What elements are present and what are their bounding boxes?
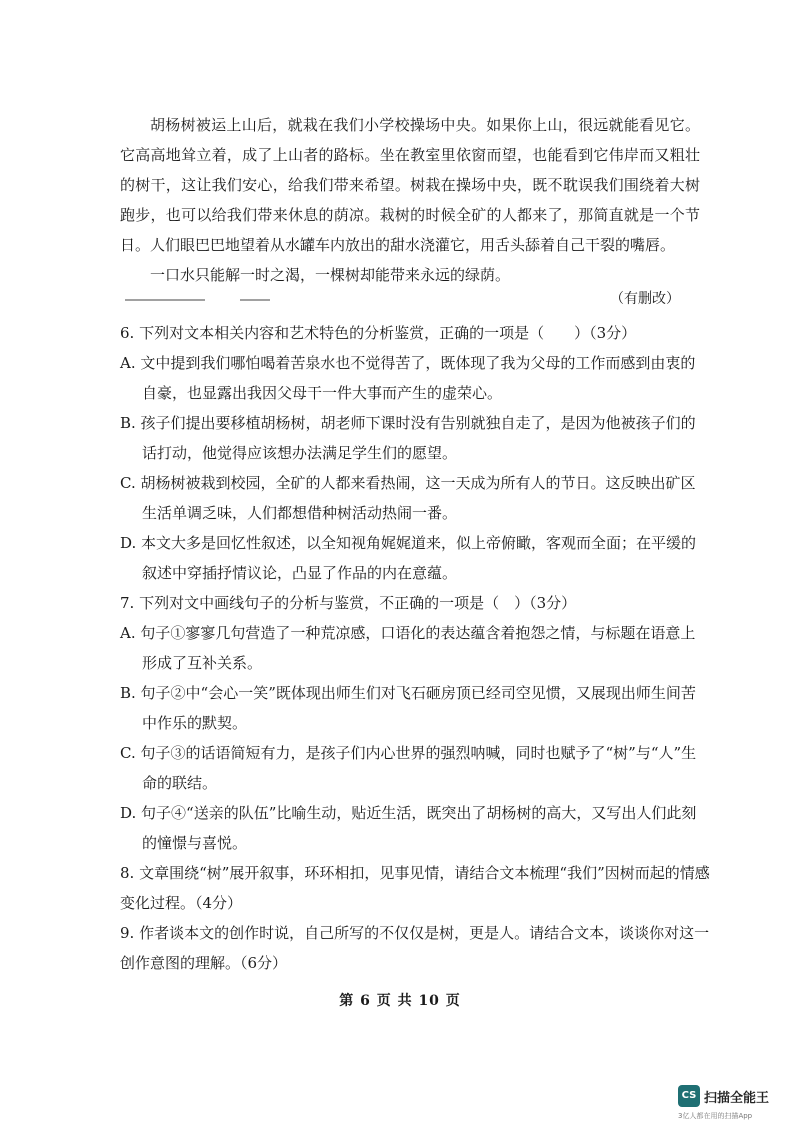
- questions-section: [120, 318, 710, 978]
- question-6-stem: 6. 下列对文本相关内容和艺术特色的分析鉴赏，正确的一项是（ ）（3分）: [120, 324, 637, 342]
- question-6-option-c: C. 胡杨树被栽到校园，全矿的人都来看热闹，这一天成为所有人的节日。这反映出矿区生活单调乏味，人们都想借种树活动热闹一番。: [120, 474, 696, 522]
- question-7-option-c: C. 句子③的话语简短有力，是孩子们内心世界的强烈呐喊，同时也赋予了“树”与“人”生命的联结。: [120, 744, 697, 792]
- watermark-title: 扫描全能王: [704, 1091, 770, 1106]
- scan-smudge: [125, 299, 205, 301]
- watermark-subtitle: 3亿人都在用的扫描App: [678, 1112, 753, 1120]
- question-8: 8. 文章围绕“树”展开叙事，环环相扣，见事见情，请结合文本梳理“我们”因树而起的情感变化过程。（4分）: [120, 864, 710, 912]
- question-7-option-a: A. 句子①寥寥几句营造了一种荒凉感，口语化的表达蕴含着抱怨之情，与标题在语意上形成了互补关系。: [120, 624, 696, 672]
- camscanner-logo-icon: CS: [678, 1085, 700, 1107]
- question-6: [120, 318, 710, 588]
- passage-paragraph-1: 胡杨树被运上山后，就栽在我们小学校操场中央。如果你上山，很远就能看见它。它高高地耸立着，成了上山者的路标。坐在教室里依窗而望，也能看到它伟岸而又粗壮的树干，这让我们安心，给我们带来希望。树栽在操场中央，既不耽误我们围绕着大树跑步，也可以给我们带来休息的荫凉。栽树的时候全矿的人都来了，那简直就是一个节日。人们眼巴巴地望着从水罐车内放出的甜水浇灌它，用舌头舔着自己干裂的嘴唇。: [120, 116, 700, 254]
- passage-paragraph-2: 一口水只能解一时之渴，一棵树却能带来永远的绿荫。: [150, 266, 511, 284]
- question-9: 9. 作者谈本文的创作时说，自己所写的不仅仅是树，更是人。请结合文本，谈谈你对这一创作意图的理解。（6分）: [120, 924, 710, 972]
- question-6-option-d: D. 本文大多是回忆性叙述，以全知视角娓娓道来，似上帝俯瞰，客观而全面；在平缓的叙述中穿插抒情议论，凸显了作品的内在意蕴。: [120, 534, 697, 582]
- question-7: [120, 588, 710, 858]
- passage: [120, 110, 700, 290]
- question-7-option-d: D. 句子④“送亲的队伍”比喻生动，贴近生活，既突出了胡杨树的高大，又写出人们此刻的憧憬与喜悦。: [120, 804, 697, 852]
- scan-smudge: [240, 299, 270, 301]
- question-7-option-b: B. 句子②中“会心一笑”既体现出师生们对飞石砸房顶已经司空见惯，又展现出师生间苦中作乐的默契。: [120, 684, 696, 732]
- question-6-option-a: A. 文中提到我们哪怕喝着苦泉水也不觉得苦了，既体现了我为父母的工作而感到由衷的自豪，也显露出我因父母干一件大事而产生的虚荣心。: [120, 354, 696, 402]
- source-note: （有删改）: [610, 291, 680, 307]
- page-number: 第 6 页 共 10 页: [339, 993, 461, 1009]
- question-7-stem: 7. 下列对文中画线句子的分析与鉴赏，不正确的一项是（ ）（3分）: [120, 594, 577, 612]
- scanner-watermark: [678, 1085, 788, 1125]
- question-6-option-b: B. 孩子们提出要移植胡杨树，胡老师下课时没有告别就独自走了，是因为他被孩子们的话打动，他觉得应该想办法满足学生们的愿望。: [120, 414, 696, 462]
